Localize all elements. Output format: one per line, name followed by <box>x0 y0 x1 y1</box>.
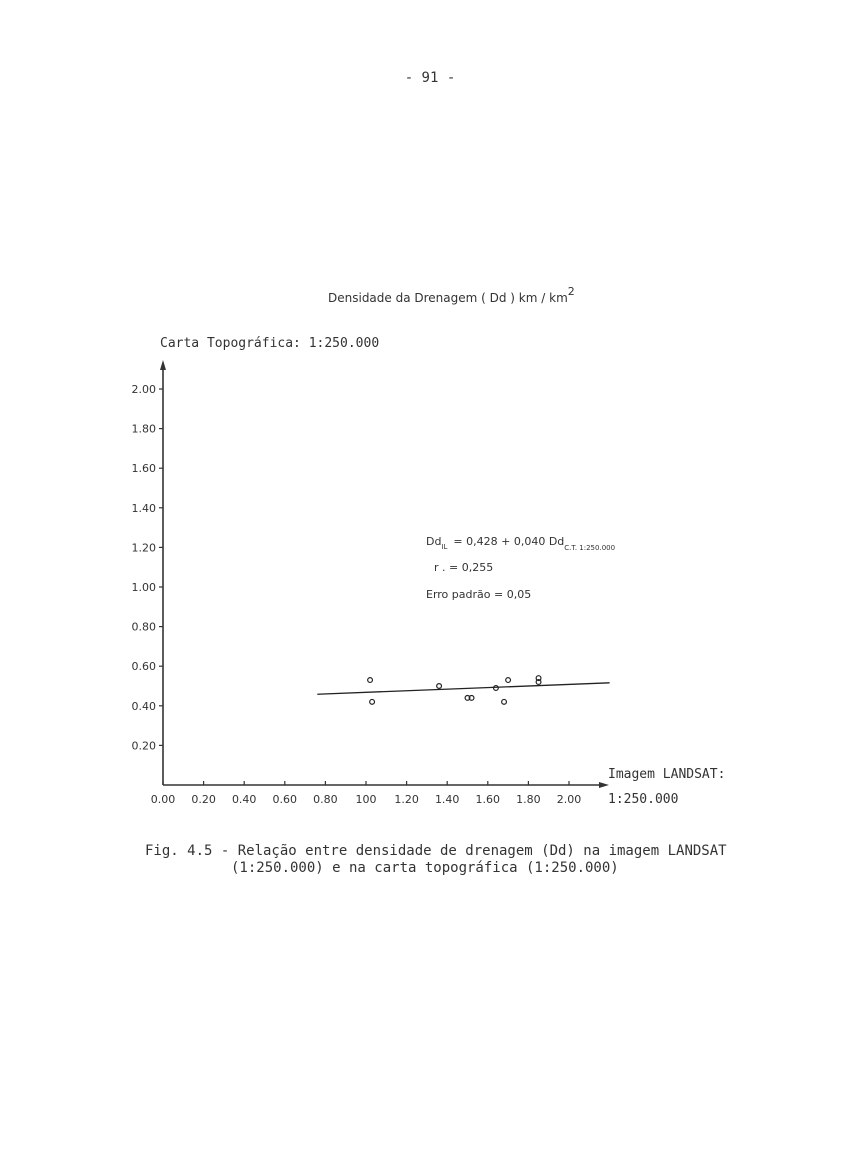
equation-lhs-subscript: IL <box>441 543 448 551</box>
x-tick-label: 0.00 <box>150 793 176 806</box>
equation-rhs: = 0,428 + 0,040 Dd <box>453 535 565 548</box>
regression-annotation <box>426 535 615 601</box>
x-tick-label: 1.20 <box>394 793 419 806</box>
y-tick-label: 1.00 <box>131 581 156 594</box>
equation <box>426 535 615 552</box>
y-tick-label: 0.40 <box>131 699 156 713</box>
chart-title <box>328 285 575 305</box>
y-tick-label: 0.20 <box>131 739 156 753</box>
y-axis-arrow <box>160 360 166 370</box>
x-tick-label: 0.80 <box>313 793 338 806</box>
regression-line-group <box>317 683 609 694</box>
figure-caption <box>145 843 765 877</box>
x-tick-label: 0.40 <box>231 793 257 806</box>
x-tick-label: 100 <box>355 793 377 806</box>
x-axis-arrow <box>599 782 609 788</box>
data-point <box>370 699 375 704</box>
equation-rhs-subscript: C.T. 1:250.000 <box>564 544 616 552</box>
x-tick-label: 1.60 <box>475 793 501 806</box>
chart-title-text: Densidade da Drenagem ( Dd ) km / km <box>328 291 568 305</box>
equation-lhs: Dd <box>426 535 442 548</box>
y-tick-label: 1.20 <box>131 541 156 555</box>
correlation-coefficient: r . = 0,255 <box>434 561 494 574</box>
y-axis-label: Carta Topográfica: 1:250.000 <box>160 336 380 351</box>
x-axis-label-line1: Imagem LANDSAT: <box>608 767 726 782</box>
x-tick-label: 1.80 <box>516 793 541 806</box>
x-tick-label: 0.20 <box>191 793 216 806</box>
page-number: - 91 - <box>404 70 456 86</box>
y-tick-label: 1.60 <box>131 462 156 476</box>
y-tick-label: 0.60 <box>131 660 156 674</box>
y-tick-label: 2.00 <box>131 383 156 396</box>
x-axis-label-line2: 1:250.000 <box>608 792 679 807</box>
x-tick-label: 2.00 <box>556 793 582 806</box>
x-tick-label: 1.40 <box>434 793 460 806</box>
chart-title-superscript: 2 <box>567 285 575 298</box>
data-point <box>502 699 507 704</box>
standard-error: Erro padrão = 0,05 <box>426 588 532 601</box>
data-point <box>368 678 373 683</box>
data-points <box>368 676 541 705</box>
y-tick-label: 0.80 <box>131 620 156 634</box>
caption-line-1: Fig. 4.5 - Relação entre densidade de drenagem (Dd) na imagem LANDSAT <box>145 843 727 859</box>
regression-line <box>317 683 609 694</box>
data-point <box>437 684 442 689</box>
data-point <box>506 678 511 683</box>
x-tick-label: 0.60 <box>272 793 298 806</box>
y-tick-label: 1.80 <box>131 422 156 436</box>
y-tick-label: 1.40 <box>131 501 156 515</box>
axes <box>160 360 609 788</box>
y-ticks <box>132 383 164 752</box>
caption-line-2: (1:250.000) e na carta topográfica (1:250.000) <box>231 860 619 876</box>
